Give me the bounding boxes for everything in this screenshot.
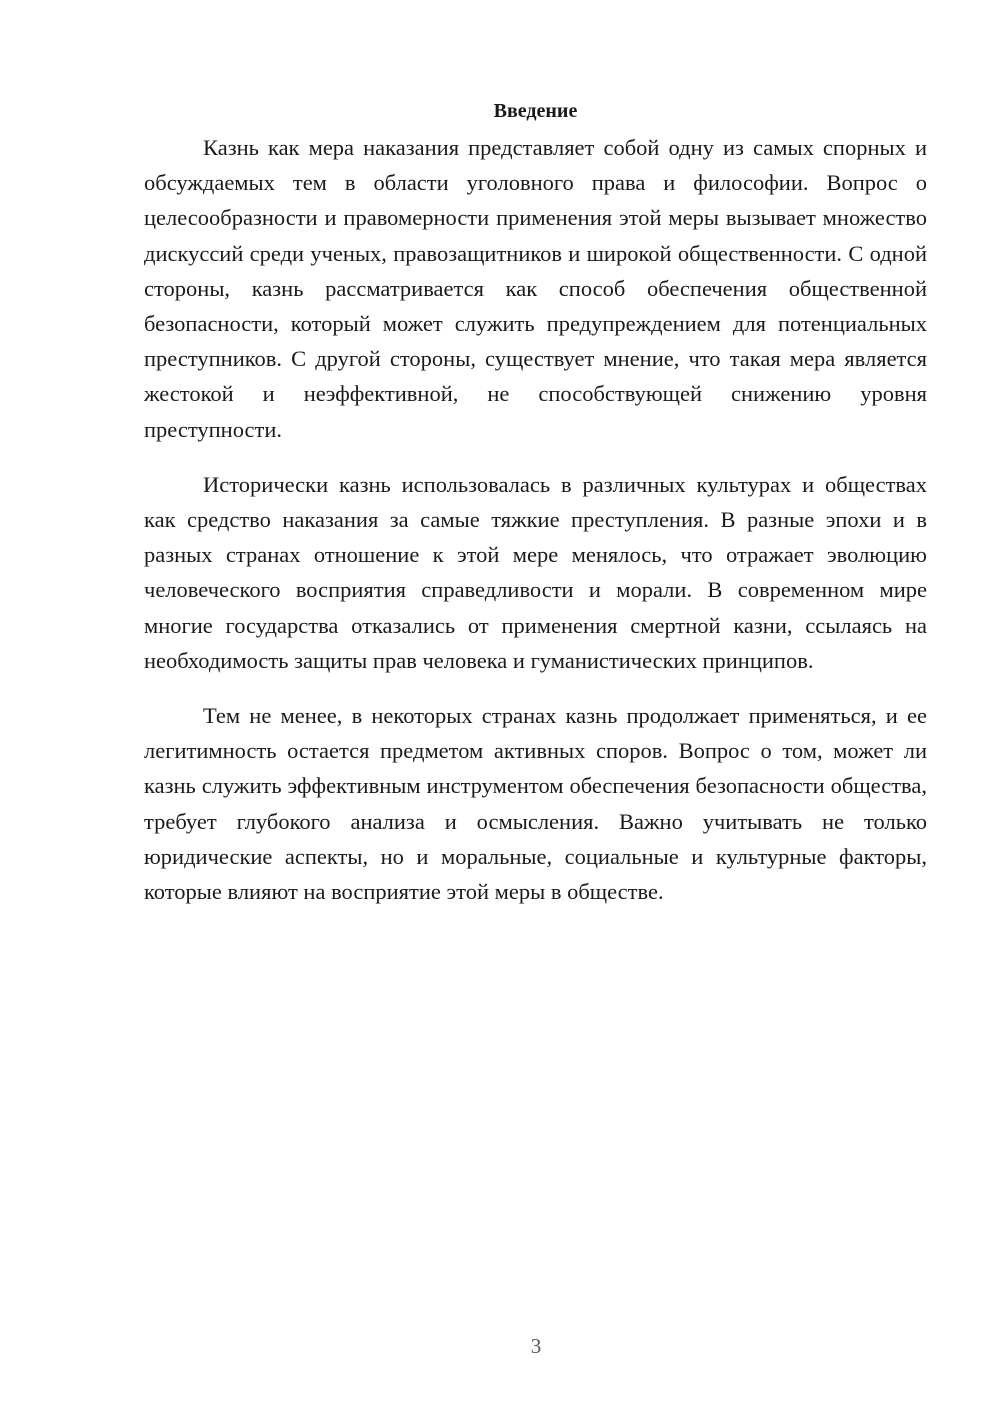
page-content (144, 92, 927, 929)
page-number: 3 (530, 1334, 542, 1358)
paragraph-1: Казнь как мера наказания представляет собой одну из самых спорных и обсуждаемых тем в области уголовного права и философии. Вопрос о целесообразности и правомерности применения этой меры вызывает множество дискуссий среди ученых, правозащитников и широкой общественности. С одной стороны, казнь рассматривается как способ обеспечения общественной безопасности, который может служить предупреждением для потенциальных преступников. С другой стороны, существует мнение, что такая мера является жестокой и неэффективной, не способствующей снижению уровня преступности. (144, 135, 927, 442)
paragraph-2: Исторически казнь использовалась в различных культурах и обществах как средство наказания за самые тяжкие преступления. В разные эпохи и в разных странах отношение к этой мере менялось, что отражает эволюцию человеческого восприятия справедливости и морали. В современном мире многие государства отказались от применения смертной казни, ссылаясь на необходимость защиты прав человека и гуманистических принципов. (144, 471, 927, 673)
paragraph-3: Тем не менее, в некоторых странах казнь продолжает применяться, и ее легитимность остается предметом активных споров. Вопрос о том, может ли казнь служить эффективным инструментом обеспечения безопасности общества, требует глубокого анализа и осмысления. Важно учитывать не только юридические аспекты, но и моральные, социальные и культурные факторы, которые влияют на восприятие этой меры в обществе. (144, 703, 927, 905)
section-heading: Введение (493, 100, 578, 122)
